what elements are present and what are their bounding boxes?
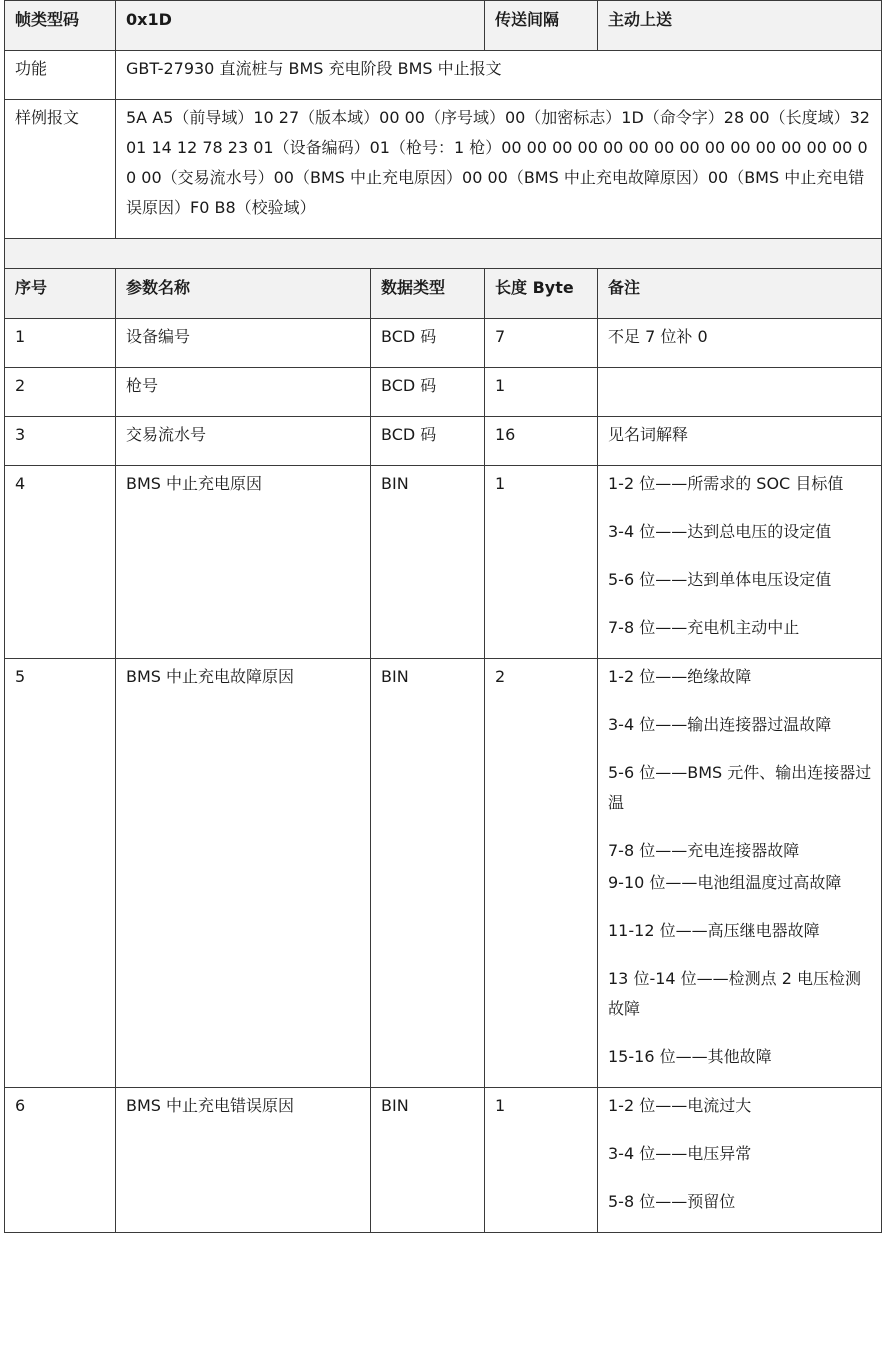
- table-row: [5, 319, 882, 368]
- param-name: 交易流水号: [116, 417, 371, 466]
- remark-line: 1-2 位——电流过大: [608, 1096, 752, 1115]
- param-remark: [598, 319, 882, 368]
- remark-line: 13 位-14 位——检测点 2 电压检测故障: [608, 969, 862, 1018]
- sample-label: 样例报文: [5, 100, 116, 239]
- remark-line: 15-16 位——其他故障: [608, 1047, 772, 1066]
- param-type: BIN: [371, 466, 485, 659]
- remark-line: 不足 7 位补 0: [608, 327, 708, 346]
- frame-type-label: 帧类型码: [5, 1, 116, 51]
- function-row: [5, 51, 882, 100]
- param-seq: 5: [5, 659, 116, 1088]
- spacer-cell: [5, 239, 882, 269]
- remark-line: 5-8 位——预留位: [608, 1192, 736, 1211]
- param-name: 设备编号: [116, 319, 371, 368]
- param-remark: [598, 368, 882, 417]
- param-type: BCD 码: [371, 417, 485, 466]
- param-seq: 2: [5, 368, 116, 417]
- param-length: 1: [485, 466, 598, 659]
- frame-type-value: 0x1D: [116, 1, 485, 51]
- table-row: [5, 1088, 882, 1233]
- sample-value: 5A A5（前导域）10 27（版本域）00 00（序号域）00（加密标志）1D（命令字）28 00（长度域）32 01 14 12 78 23 01（设备编码）01（枪号：1 枪）00 00 00 00 00 00 00 00 00 00 00 00 00 00 00 00（交易流水号）00（BMS 中止充电原因）00 00（BMS 中止充电故障原因）00（BMS 中止充电错误原因）F0 B8（校验域）: [116, 100, 882, 239]
- remark-line: 1-2 位——绝缘故障: [608, 667, 752, 686]
- param-remark: [598, 1088, 882, 1233]
- col-header-length: 长度 Byte: [485, 269, 598, 319]
- remark-line: 1-2 位——所需求的 SOC 目标值: [608, 474, 844, 493]
- remark-line: 3-4 位——达到总电压的设定值: [608, 522, 832, 541]
- interval-label: 传送间隔: [485, 1, 598, 51]
- param-remark: [598, 659, 882, 1088]
- remark-line: 见名词解释: [608, 425, 689, 444]
- param-name: BMS 中止充电原因: [116, 466, 371, 659]
- param-length: 16: [485, 417, 598, 466]
- param-length: 2: [485, 659, 598, 1088]
- param-type: BIN: [371, 1088, 485, 1233]
- param-length: 1: [485, 368, 598, 417]
- function-value: GBT-27930 直流桩与 BMS 充电阶段 BMS 中止报文: [116, 51, 882, 100]
- param-type: BIN: [371, 659, 485, 1088]
- table-row: [5, 466, 882, 659]
- param-rows: [5, 319, 882, 1233]
- remark-line: 3-4 位——输出连接器过温故障: [608, 715, 832, 734]
- table-row: [5, 417, 882, 466]
- function-label: 功能: [5, 51, 116, 100]
- spacer-row: [5, 239, 882, 269]
- frame-header-row: [5, 1, 882, 51]
- remark-line: 3-4 位——电压异常: [608, 1144, 752, 1163]
- interval-value: 主动上送: [598, 1, 882, 51]
- param-name: 枪号: [116, 368, 371, 417]
- col-header-name: 参数名称: [116, 269, 371, 319]
- param-seq: 1: [5, 319, 116, 368]
- param-seq: 4: [5, 466, 116, 659]
- param-name: BMS 中止充电错误原因: [116, 1088, 371, 1233]
- table-row: [5, 659, 882, 1088]
- param-seq: 3: [5, 417, 116, 466]
- remark-line: 9-10 位——电池组温度过高故障: [608, 873, 842, 892]
- col-header-remark: 备注: [598, 269, 882, 319]
- param-name: BMS 中止充电故障原因: [116, 659, 371, 1088]
- param-remark: [598, 417, 882, 466]
- param-type: BCD 码: [371, 368, 485, 417]
- table-row: [5, 368, 882, 417]
- param-length: 7: [485, 319, 598, 368]
- col-header-type: 数据类型: [371, 269, 485, 319]
- param-remark: [598, 466, 882, 659]
- remark-line: 5-6 位——BMS 元件、输出连接器过温: [608, 763, 872, 812]
- param-length: 1: [485, 1088, 598, 1233]
- col-header-seq: 序号: [5, 269, 116, 319]
- remark-line: 11-12 位——高压继电器故障: [608, 921, 820, 940]
- column-header-row: [5, 269, 882, 319]
- sample-row: [5, 100, 882, 239]
- param-seq: 6: [5, 1088, 116, 1233]
- remark-line: 5-6 位——达到单体电压设定值: [608, 570, 832, 589]
- param-type: BCD 码: [371, 319, 485, 368]
- remark-line: 7-8 位——充电机主动中止: [608, 618, 800, 637]
- message-spec-table: [4, 0, 882, 1233]
- remark-line: 7-8 位——充电连接器故障: [608, 841, 800, 860]
